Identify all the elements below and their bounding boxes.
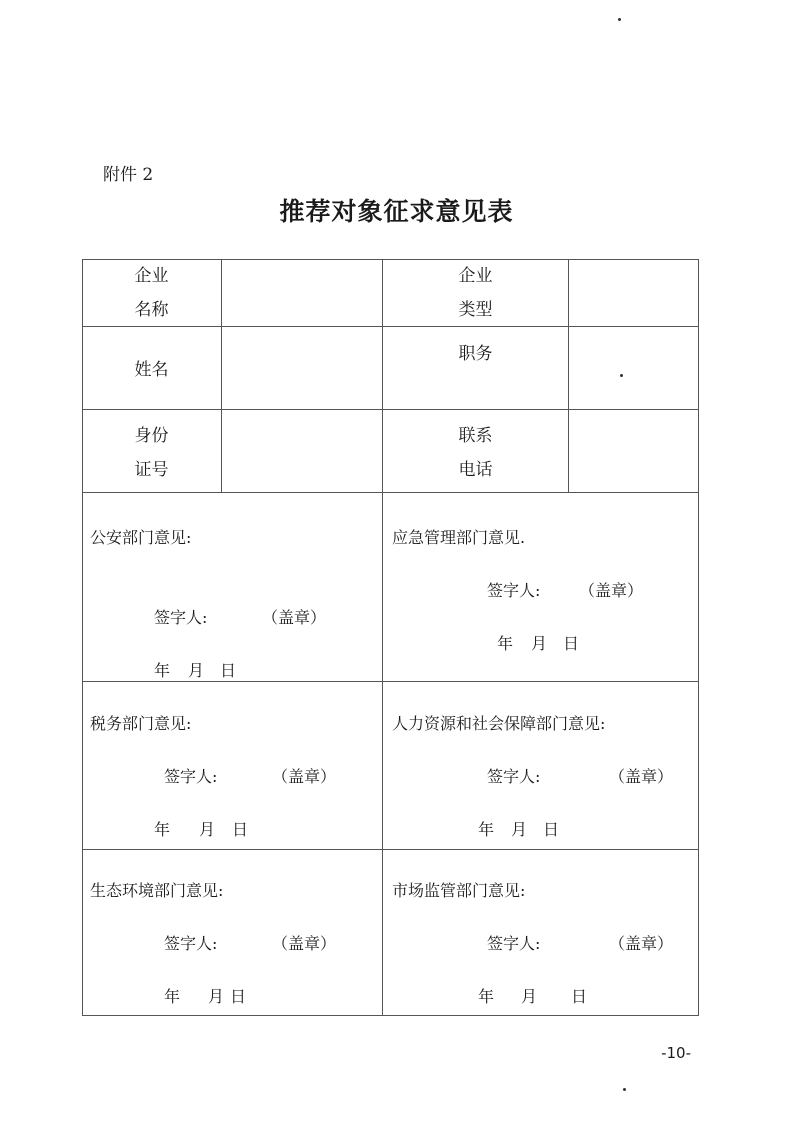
row-divider	[82, 409, 699, 410]
company-type-label: 企业 类型	[458, 266, 493, 320]
date-month: 月	[531, 634, 548, 653]
department-label: 市场监管部门意见:	[392, 881, 526, 900]
col-divider	[221, 259, 222, 493]
signer-label: 签字人:	[154, 608, 208, 627]
attachment-label: 附件 2	[103, 165, 154, 185]
date-day: 日	[543, 820, 560, 839]
opinion-block-market-regulation	[383, 849, 699, 1015]
date-year: 年	[497, 634, 514, 653]
date-year: 年	[164, 987, 181, 1006]
seal-label: （盖章）	[272, 934, 337, 953]
scan-speck	[618, 18, 621, 21]
department-label: 公安部门意见:	[90, 528, 192, 547]
seal-label: （盖章）	[609, 767, 674, 786]
seal-label: （盖章）	[272, 767, 337, 786]
page-number: -10-	[661, 1044, 691, 1062]
department-label: 应急管理部门意见.	[392, 528, 526, 547]
company-name-label: 企业 名称	[134, 266, 169, 320]
name-label: 姓名	[134, 360, 169, 380]
signer-label: 签字人:	[487, 581, 541, 600]
seal-label: （盖章）	[609, 934, 674, 953]
date-month: 月	[511, 820, 528, 839]
date-day: 日	[220, 661, 237, 680]
position-label: 职务	[458, 344, 493, 364]
date-month: 月	[208, 987, 225, 1006]
seal-label: （盖章）	[579, 581, 644, 600]
opinion-form-table	[82, 259, 699, 1016]
date-year: 年	[154, 661, 171, 680]
date-year: 年	[478, 820, 495, 839]
opinion-block-public-security	[82, 492, 382, 681]
opinion-block-human-resources	[383, 681, 699, 849]
date-day: 日	[571, 987, 588, 1006]
department-label: 人力资源和社会保障部门意见:	[392, 714, 606, 733]
signer-label: 签字人:	[487, 934, 541, 953]
scan-speck	[623, 1088, 626, 1091]
date-month: 月	[188, 661, 205, 680]
signer-label: 签字人:	[164, 767, 218, 786]
signer-label: 签字人:	[487, 767, 541, 786]
date-month: 月	[521, 987, 538, 1006]
opinion-block-ecology-environment	[82, 849, 382, 1015]
scan-speck	[620, 374, 623, 377]
phone-label: 联系 电话	[458, 426, 493, 480]
date-month: 月	[199, 820, 216, 839]
seal-label: （盖章）	[262, 608, 327, 627]
opinion-block-tax	[82, 681, 382, 849]
id-number-label: 身份 证号	[134, 426, 169, 480]
date-year: 年	[154, 820, 171, 839]
department-label: 生态环境部门意见:	[90, 881, 224, 900]
signer-label: 签字人:	[164, 934, 218, 953]
opinion-block-emergency-management	[383, 492, 699, 681]
date-day: 日	[232, 820, 249, 839]
date-day: 日	[230, 987, 247, 1006]
form-title: 推荐对象征求意见表	[279, 197, 514, 226]
date-day: 日	[563, 634, 580, 653]
date-year: 年	[478, 987, 495, 1006]
department-label: 税务部门意见:	[90, 714, 192, 733]
col-divider	[568, 259, 569, 493]
table-border-bottom	[82, 1015, 699, 1016]
